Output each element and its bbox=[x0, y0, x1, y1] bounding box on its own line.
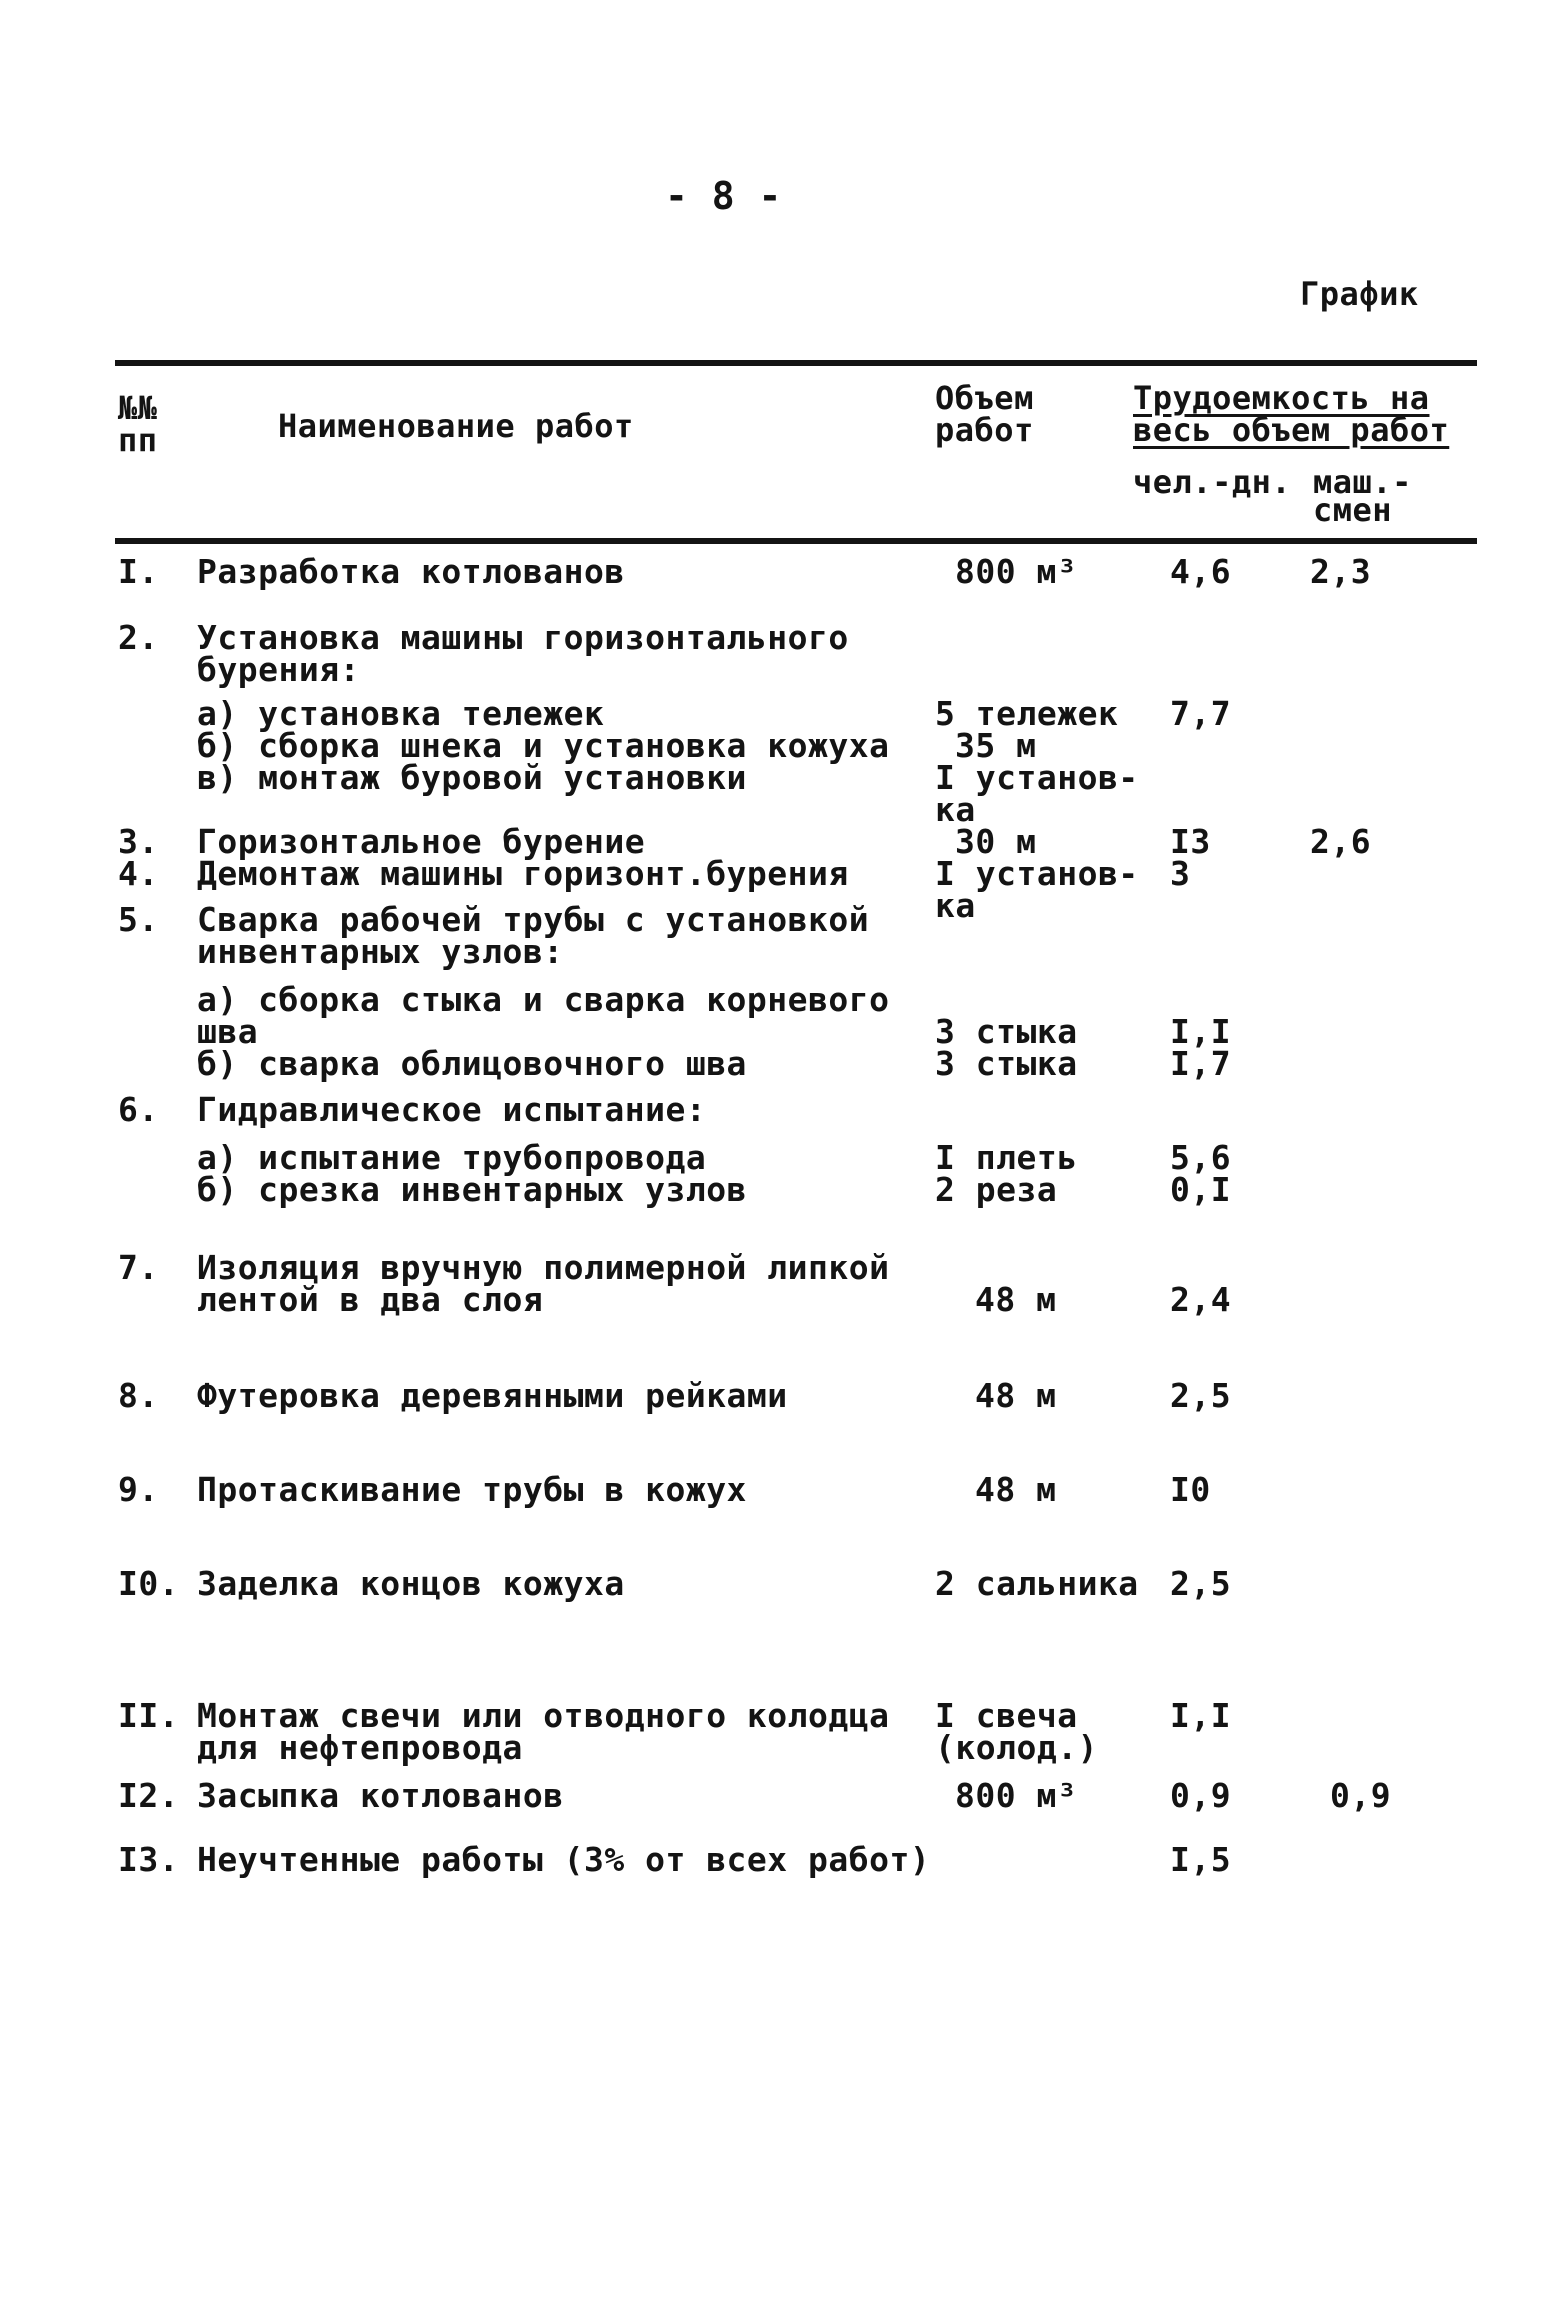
row-5-name-line1: Сварка рабочей трубы с установкой bbox=[197, 900, 870, 939]
row-10-name: Заделка концов кожуха bbox=[197, 1564, 625, 1603]
header-machine-line2: смен bbox=[1313, 491, 1393, 529]
row-11-name-line1: Монтаж свечи или отводного колодца bbox=[197, 1696, 890, 1735]
row-2a-name: а) установка тележек bbox=[197, 694, 605, 733]
row-9-num: 9. bbox=[118, 1470, 159, 1509]
row-13-name: Неучтенные работы (3% от всех работ) bbox=[197, 1840, 931, 1879]
row-5a-days: I,I bbox=[1170, 1012, 1232, 1051]
row-12-num: I2. bbox=[118, 1776, 180, 1815]
row-9-name: Протаскивание трубы в кожух bbox=[197, 1470, 747, 1509]
caption: График bbox=[1300, 275, 1419, 313]
row-9-volume: 48 м bbox=[975, 1470, 1057, 1509]
row-5b-volume: 3 стыка bbox=[935, 1044, 1078, 1083]
row-2v-name: в) монтаж буровой установки bbox=[197, 758, 747, 797]
header-num-line1: №№ bbox=[118, 389, 158, 427]
header-top-rule bbox=[115, 360, 1477, 366]
row-2a-days: 7,7 bbox=[1170, 694, 1232, 733]
row-1-volume: 800 м³ bbox=[955, 552, 1078, 591]
row-10-num: I0. bbox=[118, 1564, 180, 1603]
row-5-num: 5. bbox=[118, 900, 159, 939]
row-4-days: 3 bbox=[1170, 854, 1191, 893]
row-6b-days: 0,I bbox=[1170, 1170, 1232, 1209]
header-person-days: чел.-дн. bbox=[1133, 463, 1292, 501]
row-8-days: 2,5 bbox=[1170, 1376, 1232, 1415]
row-8-num: 8. bbox=[118, 1376, 159, 1415]
row-13-days: I,5 bbox=[1170, 1840, 1232, 1879]
row-4-volume-line1: I установ- bbox=[935, 854, 1139, 893]
row-1-num: I. bbox=[118, 552, 159, 591]
row-4-volume-line2: ка bbox=[935, 886, 976, 925]
row-2-name-line1: Установка машины горизонтального bbox=[197, 618, 849, 657]
row-5b-days: I,7 bbox=[1170, 1044, 1232, 1083]
row-7-name-line2: лентой в два слоя bbox=[197, 1280, 544, 1319]
row-12-volume: 800 м³ bbox=[955, 1776, 1078, 1815]
row-7-volume: 48 м bbox=[975, 1280, 1057, 1319]
row-5a-volume: 3 стыка bbox=[935, 1012, 1078, 1051]
row-12-days: 0,9 bbox=[1170, 1776, 1232, 1815]
row-11-days: I,I bbox=[1170, 1696, 1232, 1735]
header-volume-line1: Объем bbox=[935, 379, 1034, 417]
row-8-name: Футеровка деревянными рейками bbox=[197, 1376, 788, 1415]
row-6-num: 6. bbox=[118, 1090, 159, 1129]
page-number: - 8 - bbox=[665, 174, 782, 218]
row-2a-volume: 5 тележек bbox=[935, 694, 1119, 733]
row-5-name-line2: инвентарных узлов: bbox=[197, 932, 564, 971]
row-11-volume-line2: (колод.) bbox=[935, 1728, 1098, 1767]
row-6a-name: а) испытание трубопровода bbox=[197, 1138, 707, 1177]
header-volume-line2: работ bbox=[935, 411, 1034, 449]
header-labor-line2: весь объем работ bbox=[1133, 411, 1450, 449]
row-7-days: 2,4 bbox=[1170, 1280, 1232, 1319]
row-10-days: 2,5 bbox=[1170, 1564, 1232, 1603]
row-1-shifts: 2,3 bbox=[1310, 552, 1372, 591]
row-12-name: Засыпка котлованов bbox=[197, 1776, 564, 1815]
row-5a-name-line2: шва bbox=[197, 1012, 259, 1051]
row-2b-volume: 35 м bbox=[955, 726, 1037, 765]
row-6-name: Гидравлическое испытание: bbox=[197, 1090, 707, 1129]
header-machine-line1: маш.- bbox=[1313, 463, 1412, 501]
header-name: Наименование работ bbox=[278, 407, 634, 445]
row-4-name: Демонтаж машины горизонт.бурения bbox=[197, 854, 849, 893]
row-11-volume-line1: I свеча bbox=[935, 1696, 1078, 1735]
row-2-name-line2: бурения: bbox=[197, 650, 360, 689]
row-12-shifts: 0,9 bbox=[1330, 1776, 1392, 1815]
row-1-name: Разработка котлованов bbox=[197, 552, 625, 591]
row-6b-volume: 2 реза bbox=[935, 1170, 1058, 1209]
row-6a-volume: I плеть bbox=[935, 1138, 1078, 1177]
row-2v-volume-line1: I установ- bbox=[935, 758, 1139, 797]
row-3-shifts: 2,6 bbox=[1310, 822, 1372, 861]
row-5b-name: б) сварка облицовочного шва bbox=[197, 1044, 747, 1083]
header-num-line2: пп bbox=[118, 421, 158, 459]
row-7-num: 7. bbox=[118, 1248, 159, 1287]
row-2-num: 2. bbox=[118, 618, 159, 657]
row-8-volume: 48 м bbox=[975, 1376, 1057, 1415]
row-3-volume: 30 м bbox=[955, 822, 1037, 861]
row-9-days: I0 bbox=[1170, 1470, 1211, 1509]
row-11-name-line2: для нефтепровода bbox=[197, 1728, 523, 1767]
row-7-name-line1: Изоляция вручную полимерной липкой bbox=[197, 1248, 890, 1287]
row-13-num: I3. bbox=[118, 1840, 180, 1879]
row-10-volume: 2 сальника bbox=[935, 1564, 1139, 1603]
header-labor-line1: Трудоемкость на bbox=[1133, 379, 1430, 417]
row-4-num: 4. bbox=[118, 854, 159, 893]
row-11-num: II. bbox=[118, 1696, 180, 1735]
row-3-name: Горизонтальное бурение bbox=[197, 822, 646, 861]
row-6a-days: 5,6 bbox=[1170, 1138, 1232, 1177]
row-2b-name: б) сборка шнека и установка кожуха bbox=[197, 726, 890, 765]
row-5a-name-line1: а) сборка стыка и сварка корневого bbox=[197, 980, 890, 1019]
row-1-days: 4,6 bbox=[1170, 552, 1232, 591]
header-bottom-rule bbox=[115, 538, 1477, 544]
row-2v-volume-line2: ка bbox=[935, 790, 976, 829]
row-3-days: I3 bbox=[1170, 822, 1211, 861]
row-3-num: 3. bbox=[118, 822, 159, 861]
row-6b-name: б) срезка инвентарных узлов bbox=[197, 1170, 747, 1209]
